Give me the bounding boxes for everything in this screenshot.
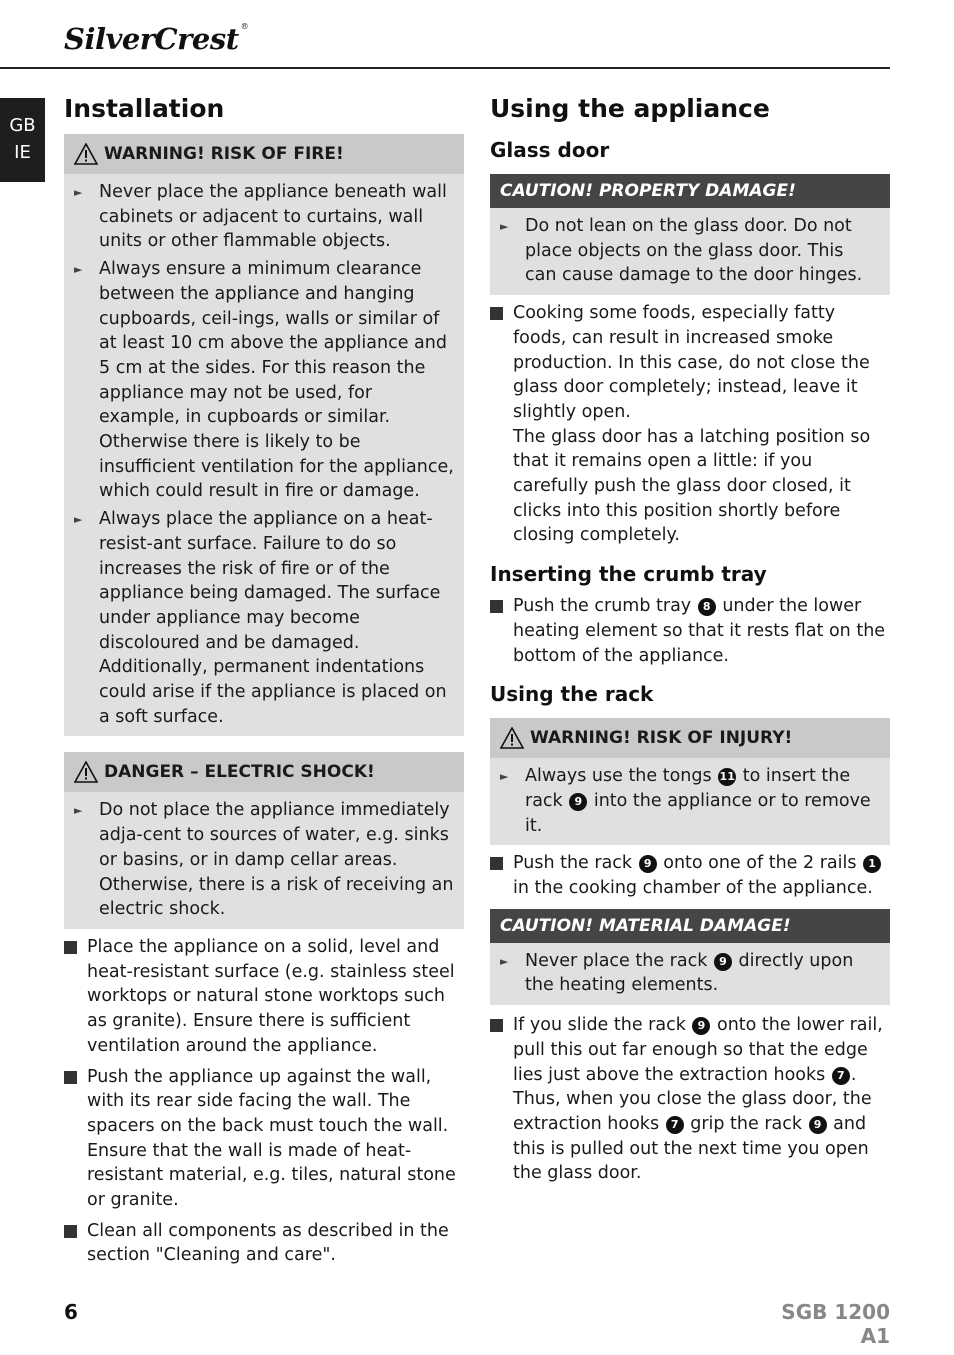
list-item bbox=[74, 180, 454, 254]
installation-steps bbox=[64, 935, 464, 1268]
list-item bbox=[74, 257, 454, 504]
warning-fire-heading bbox=[64, 134, 464, 174]
warning-triangle-icon bbox=[500, 727, 524, 749]
warning-fire-box bbox=[64, 134, 464, 736]
list-item-text: Do not lean on the glass door. Do not place objects on the glass door. This can cause damage to the door hinges. bbox=[525, 216, 863, 286]
header-divider bbox=[0, 67, 890, 69]
square-bullet-icon bbox=[490, 600, 503, 613]
part-number-badge: 11 bbox=[718, 768, 736, 786]
step-item bbox=[64, 1065, 464, 1213]
list-item-text: Never place the appliance beneath wall cabinets or adjacent to curtains, wall units or other flammable objects. bbox=[99, 182, 447, 252]
section-title-using-appliance: Using the appliance bbox=[490, 94, 770, 123]
part-number-badge: 9 bbox=[714, 953, 732, 971]
caution-property-heading bbox=[490, 174, 890, 208]
step-paragraph: The glass door has a latching position so that it remains open a little: if you carefully push the glass door closed, it clicks into this position shortly before closing completely. bbox=[513, 426, 871, 546]
square-bullet-icon bbox=[64, 1225, 77, 1238]
step-text bbox=[513, 301, 890, 548]
list-item bbox=[500, 214, 880, 288]
step-text: Push the appliance up against the wall, with its rear side facing the wall. The spacers on the back must touch the wall. Ensure that the wall is made of heat-resistant material, e.g. tiles, natural stone or granite. bbox=[87, 1066, 456, 1211]
square-bullet-icon bbox=[64, 1071, 77, 1084]
part-number-badge: 8 bbox=[698, 598, 716, 616]
caution-material-box bbox=[490, 909, 890, 1005]
step-text: If you slide the rack 9 onto the lower rail, pull this out far enough so that the edge lies just above the extraction hooks 7 . Thus, when you close the glass door, the extraction hooks 7 grip the rack 9 and this is pulled out the next time you open the glass door. bbox=[513, 1015, 883, 1184]
part-number-badge: 9 bbox=[809, 1116, 827, 1134]
danger-shock-label: DANGER – ELECTRIC SHOCK! bbox=[104, 762, 375, 783]
list-item-text: Always place the appliance on a heat-resist-ant surface. Failure to do so increases the risk of fire or of the appliance being damaged. The surface under appliance may become discoloured and be damaged. Additionally, permanent indentations could arise if the appliance is placed on a soft surface. bbox=[99, 509, 447, 727]
step-item bbox=[490, 1013, 890, 1186]
arrow-bullet-icon: ► bbox=[500, 954, 509, 968]
list-item-text: Never place the rack 9 directly upon the heating elements. bbox=[525, 950, 854, 996]
subheading-rack: Using the rack bbox=[490, 682, 654, 707]
arrow-bullet-icon: ► bbox=[74, 804, 83, 818]
step-text: Clean all components as described in the section "Cleaning and care". bbox=[87, 1220, 449, 1266]
step-text: Push the crumb tray 8 under the lower heating element so that it rests flat on the bottom of the appliance. bbox=[513, 596, 886, 666]
arrow-bullet-icon: ► bbox=[74, 513, 83, 527]
part-number-badge: 9 bbox=[639, 855, 657, 873]
part-number-badge: 7 bbox=[666, 1116, 684, 1134]
part-number-badge: 1 bbox=[863, 855, 881, 873]
arrow-bullet-icon: ► bbox=[500, 770, 509, 784]
list-item-text: Always ensure a minimum clearance between the appliance and hanging cupboards, ceil-ings, walls or similar of at least 10 cm above the appliance and 5 cm at the sides. For this reason the appliance may not be used, for example, in cupboards or similar. Otherwise there is likely to be insufficient ventilation for the appliance, which could result in fire or damage. bbox=[99, 259, 454, 502]
step-item bbox=[64, 935, 464, 1059]
arrow-bullet-icon: ► bbox=[500, 220, 509, 233]
warning-triangle-icon bbox=[74, 143, 98, 165]
trademark-mark: ® bbox=[240, 22, 249, 31]
model-number: SGB 1200 A1 bbox=[781, 1300, 890, 1348]
arrow-bullet-icon: ► bbox=[74, 263, 83, 277]
step-text: Push the rack 9 onto one of the 2 rails 1 in the cooking chamber of the appliance. bbox=[513, 851, 890, 900]
section-title-installation: Installation bbox=[64, 94, 225, 123]
caution-material-heading bbox=[490, 909, 890, 943]
caution-property-label: CAUTION! PROPERTY DAMAGE! bbox=[500, 181, 796, 201]
lang-ie: IE bbox=[14, 142, 31, 163]
danger-shock-heading bbox=[64, 752, 464, 792]
square-bullet-icon bbox=[490, 1019, 503, 1032]
warning-injury-box bbox=[490, 718, 890, 845]
part-number-badge: 9 bbox=[569, 793, 587, 811]
caution-property-box bbox=[490, 174, 890, 295]
step-item bbox=[490, 851, 890, 900]
warning-fire-label: WARNING! RISK OF FIRE! bbox=[104, 144, 344, 164]
right-column bbox=[490, 92, 890, 1186]
left-column bbox=[64, 92, 464, 1268]
lang-gb: GB bbox=[9, 115, 36, 136]
step-item bbox=[490, 594, 890, 668]
square-bullet-icon bbox=[490, 307, 503, 320]
list-item-text: Always use the tongs 11 to insert the rack 9 into the appliance or to remove it. bbox=[525, 766, 871, 836]
page-number: 6 bbox=[64, 1300, 78, 1324]
step-text: Place the appliance on a solid, level and heat-resistant surface (e.g. stainless steel worktops or natural stone worktops such as granite). Ensure there is sufficient ventilation around the appliance. bbox=[87, 936, 455, 1056]
subheading-crumb-tray: Inserting the crumb tray bbox=[490, 562, 767, 587]
part-number-badge: 9 bbox=[692, 1017, 710, 1035]
warning-triangle-icon bbox=[74, 761, 98, 783]
part-number-badge: 7 bbox=[832, 1067, 850, 1085]
warning-injury-label: WARNING! RISK OF INJURY! bbox=[530, 728, 793, 749]
list-item bbox=[500, 764, 880, 838]
danger-shock-box bbox=[64, 752, 464, 929]
subheading-glass-door: Glass door bbox=[490, 138, 610, 162]
brand-name: SilverCrest bbox=[64, 22, 239, 56]
caution-material-label: CAUTION! MATERIAL DAMAGE! bbox=[500, 915, 791, 936]
warning-injury-heading bbox=[490, 718, 890, 758]
step-item bbox=[64, 1219, 464, 1268]
arrow-bullet-icon: ► bbox=[74, 186, 83, 199]
list-item bbox=[500, 949, 880, 998]
list-item bbox=[74, 507, 454, 729]
step-item bbox=[490, 301, 890, 548]
list-item-text: Do not place the appliance immediately adja-cent to sources of water, e.g. sinks or basins, or in damp cellar areas. Otherwise, there is a risk of receiving an electric shock. bbox=[99, 800, 454, 920]
square-bullet-icon bbox=[490, 857, 503, 870]
step-paragraph: Cooking some foods, especially fatty foods, can result in increased smoke production. In this case, do not close the glass door completely; instead, leave it slightly open. bbox=[513, 303, 870, 422]
brand-logo bbox=[64, 22, 248, 56]
language-tab bbox=[0, 98, 45, 182]
square-bullet-icon bbox=[64, 941, 77, 954]
list-item bbox=[74, 798, 454, 922]
